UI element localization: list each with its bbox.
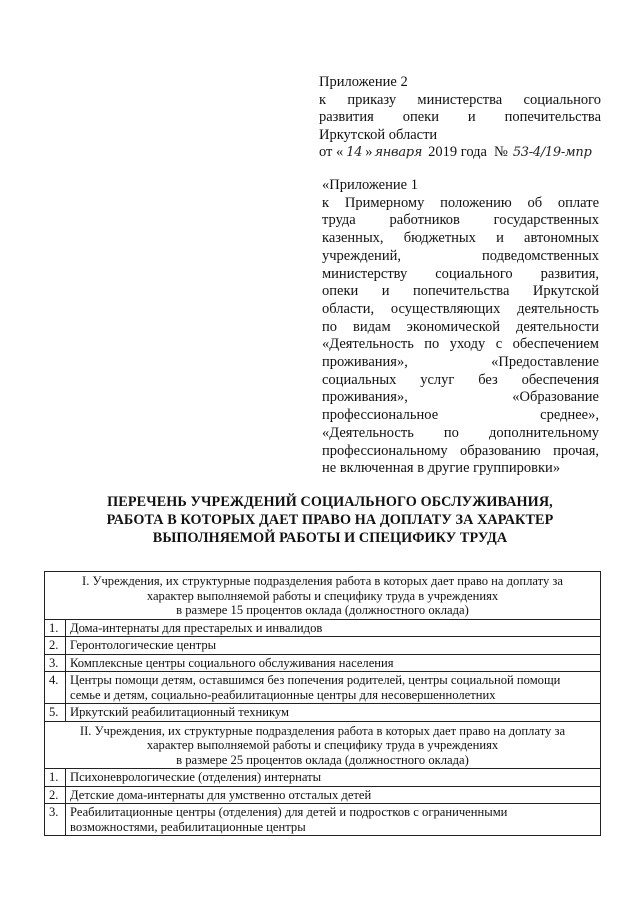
row-line: семье и детям, социально-реабилитационные центры для несовершеннолетних — [70, 687, 496, 702]
word: приказу — [347, 91, 397, 108]
table-row — [45, 637, 601, 655]
appendix2-title: Приложение 2 — [319, 74, 408, 90]
appendix1-line: к Примерному положению об оплате — [322, 194, 599, 211]
order-day-handwritten: 14 — [346, 145, 363, 160]
row-line: Реабилитационные центры (отделения) для детей и подростков с ограниченными — [70, 805, 508, 819]
appendix1-line: «Деятельность по уходу с обеспечением — [322, 336, 599, 353]
appendix2-line1 — [319, 92, 601, 110]
appendix1-line: опеки и попечительства Иркутской — [322, 283, 599, 300]
appendix1-line: казенных, бюджетных и автономных — [322, 230, 599, 247]
section-2-header — [45, 721, 601, 769]
order-year: 2019 года — [428, 144, 487, 160]
order-prefix: от « — [319, 144, 344, 160]
order-month-handwritten: января — [374, 145, 423, 160]
row-text — [66, 769, 601, 787]
row-text — [66, 619, 601, 637]
row-number: 4. — [45, 672, 66, 704]
heading-line: РАБОТА В КОТОРЫХ ДАЕТ ПРАВО НА ДОПЛАТУ ЗА ХАРАКТЕР — [106, 512, 554, 528]
appendix1-line: министерству социального развития, — [322, 265, 599, 282]
section-line: характер выполняемой работы и специфику труда в учреждениях — [146, 588, 499, 603]
order-number-sign: № — [493, 144, 508, 160]
row-number: 1. — [45, 769, 66, 787]
row-text — [66, 637, 601, 655]
row-text — [66, 672, 601, 704]
row-line: Детские дома-интернаты для умственно отсталых детей — [70, 787, 372, 802]
word: попечительства — [504, 109, 602, 125]
word: опеки — [402, 109, 439, 125]
appendix1-line: социальных услуг без обеспечения — [322, 371, 599, 388]
order-date-line — [319, 144, 601, 162]
appendix1-line: проживания», «Образование — [322, 389, 599, 406]
appendix1-block — [322, 177, 599, 478]
appendix2-block — [319, 74, 601, 162]
row-number: 3. — [45, 804, 66, 836]
document-heading — [60, 493, 600, 547]
institutions-table — [44, 571, 601, 836]
appendix1-line: труда работников государственных — [322, 212, 599, 229]
row-line: Психоневрологические (отделения) интернаты — [70, 770, 322, 784]
row-text — [66, 654, 601, 672]
word: развития — [319, 109, 374, 125]
section-line: характер выполняемой работы и специфику труда в учреждениях — [146, 738, 499, 752]
table-row — [45, 654, 601, 672]
appendix2-line3: Иркутской области — [319, 126, 438, 143]
section-line: в размере 25 процентов оклада (должностного оклада) — [176, 752, 469, 767]
table-row — [45, 672, 601, 704]
word: министерства — [417, 91, 503, 108]
heading-line: ПЕРЕЧЕНЬ УЧРЕЖДЕНИЙ СОЦИАЛЬНОГО ОБСЛУЖИВАНИЯ, — [107, 494, 553, 510]
table-row — [45, 704, 601, 722]
row-line: Комплексные центры социального обслуживания населения — [70, 655, 394, 670]
table-row — [45, 619, 601, 637]
row-line: Иркутский реабилитационный техникум — [70, 705, 290, 719]
table-row — [45, 769, 601, 787]
section-header-row — [45, 572, 601, 620]
appendix1-line: «Деятельность по дополнительному — [322, 424, 599, 441]
row-text — [66, 704, 601, 722]
section-1-header — [45, 572, 601, 620]
appendix1-line: профессиональному образованию прочая, — [322, 442, 599, 459]
appendix1-line: профессиональное среднее», — [322, 407, 599, 424]
row-number: 2. — [45, 637, 66, 655]
word: к — [319, 91, 327, 108]
appendix1-line: не включенная в другие группировки» — [322, 460, 561, 477]
appendix1-line: учреждений, подведомственных — [322, 247, 599, 264]
table-row — [45, 804, 601, 836]
appendix2-line2 — [319, 109, 601, 127]
order-number-handwritten: 53-4/19-мпр — [512, 145, 592, 160]
row-line: возможностями, реабилитационные центры — [70, 819, 306, 834]
row-line: Дома-интернаты для престарелых и инвалидов — [70, 620, 323, 635]
section-line: I. Учреждения, их структурные подразделения работа в которых дает право на доплату за — [82, 574, 563, 588]
appendix1-line: по видам экономической деятельности — [322, 318, 599, 335]
row-text — [66, 804, 601, 836]
row-line: Геронтологические центры — [70, 638, 217, 652]
row-text — [66, 786, 601, 804]
word: социального — [523, 91, 601, 108]
heading-line: ВЫПОЛНЯЕМОЙ РАБОТЫ И СПЕЦИФИКУ ТРУДА — [152, 530, 508, 546]
appendix1-line: «Приложение 1 — [322, 177, 418, 193]
row-line: Центры помощи детям, оставшимся без попечения родителей, центры социальной помощи — [70, 673, 561, 687]
row-number: 1. — [45, 619, 66, 637]
section-header-row — [45, 721, 601, 769]
word: и — [467, 109, 476, 125]
appendix1-line: проживания», «Предоставление — [322, 354, 599, 371]
table-row — [45, 786, 601, 804]
order-quote: » — [365, 144, 373, 160]
section-line: II. Учреждения, их структурные подразделения работа в которых дает право на доплату за — [79, 723, 566, 738]
row-number: 3. — [45, 654, 66, 672]
appendix1-line: области, осуществляющих деятельность — [322, 300, 599, 317]
row-number: 5. — [45, 704, 66, 722]
row-number: 2. — [45, 786, 66, 804]
section-line: в размере 15 процентов оклада (должностного оклада) — [176, 603, 469, 617]
